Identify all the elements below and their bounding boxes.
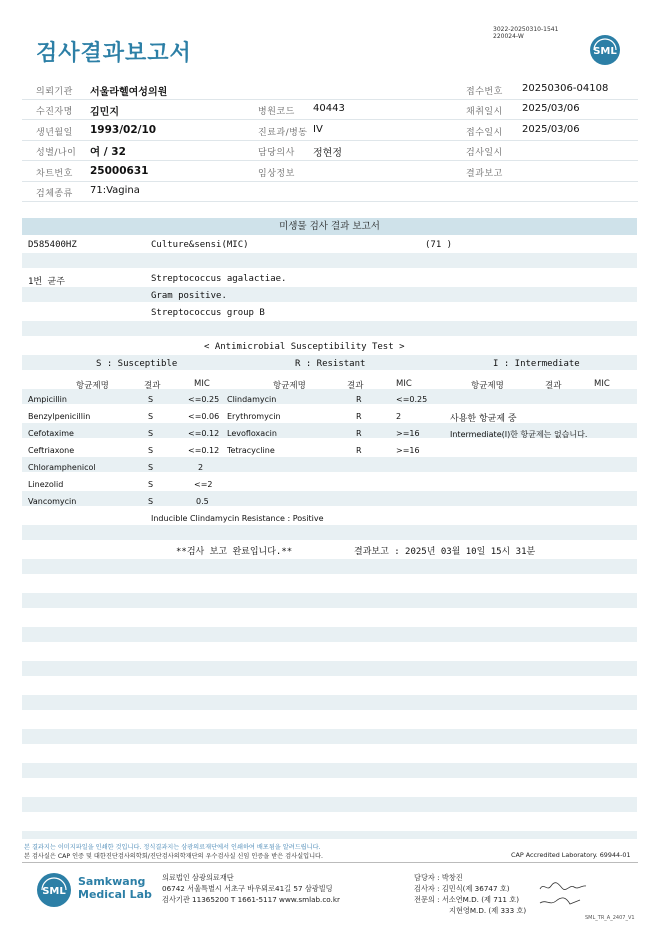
hospital-code-value: 40443 xyxy=(313,103,345,114)
drug-name: Linezolid xyxy=(28,480,64,489)
form-code: SML_TR_A_2407_V1 xyxy=(585,915,635,921)
top-code-line-2: 220024-W xyxy=(493,33,524,40)
header-row-3 xyxy=(22,121,638,141)
institution-label: 의뢰기관 xyxy=(36,87,73,97)
drug-result: S xyxy=(148,446,154,455)
doctor-label: 담당의사 xyxy=(258,148,295,158)
stripe xyxy=(22,627,637,642)
drug-result: S xyxy=(148,395,154,404)
receipt-no-value: 20250306-04108 xyxy=(522,83,609,94)
drug-result: R xyxy=(356,446,362,455)
drug-result: R xyxy=(356,412,362,421)
stripe xyxy=(22,253,637,268)
sex-age-label: 성별/나이 xyxy=(36,148,77,158)
stripe xyxy=(22,695,637,710)
organism-line-1: Streptococcus agalactiae. xyxy=(151,274,287,284)
legend-susceptible: S : Susceptible xyxy=(96,359,178,369)
header-row-6 xyxy=(22,182,638,202)
header-row-2 xyxy=(22,100,638,120)
patient-value: 김민지 xyxy=(90,107,119,118)
collect-date-value: 2025/03/06 xyxy=(522,103,580,114)
collect-date-label: 채취일시 xyxy=(466,107,503,117)
top-code-line-1: 3022-20250310-1541 xyxy=(493,26,559,33)
cap-accreditation: CAP Accredited Laboratory. 69944-01 xyxy=(511,851,631,859)
stripe xyxy=(22,729,637,744)
header-row-1 xyxy=(22,80,638,100)
samkwang-logo-text: SML xyxy=(42,886,66,897)
drug-name: Tetracycline xyxy=(227,446,275,455)
drug-mic: 2 xyxy=(198,463,204,472)
drug-mic: >=16 xyxy=(396,429,420,438)
specialist-2: 지현영M.D. (제 333 호) xyxy=(449,906,527,915)
tester-signature-icon xyxy=(538,880,588,894)
clinical-label: 임상정보 xyxy=(258,169,295,179)
stripe xyxy=(22,389,637,404)
stripe xyxy=(22,525,637,540)
samkwang-logo-icon xyxy=(36,872,72,908)
drug-mic: 0.5 xyxy=(196,497,209,506)
stripe xyxy=(22,831,637,839)
sml-logo-text: SML xyxy=(593,46,617,57)
col1-mic-header: MIC xyxy=(194,379,210,389)
col3-mic-header: MIC xyxy=(594,379,610,389)
col2-drug-header: 항균제명 xyxy=(273,381,306,391)
receipt-no-label: 접수번호 xyxy=(466,87,503,97)
stripe xyxy=(22,661,637,676)
patient-label: 수진자명 xyxy=(36,107,73,117)
organism-label: 1번 균주 xyxy=(28,277,65,287)
lab-address: 06742 서울특별시 서초구 바우뫼로41길 57 삼광빌딩 xyxy=(162,884,333,893)
report-time: 결과보고 : 2025년 03월 10일 15시 31분 xyxy=(354,547,536,557)
test-extra: (71 ) xyxy=(425,240,453,250)
receipt-date-value: 2025/03/06 xyxy=(522,124,580,135)
legend-resistant: R : Resistant xyxy=(295,359,366,369)
drug-name: Chloramphenicol xyxy=(28,463,96,472)
signature-block xyxy=(414,872,526,916)
stripe xyxy=(22,491,637,506)
drug-result: S xyxy=(148,429,154,438)
drug-result: S xyxy=(148,463,154,472)
stripe xyxy=(22,287,637,302)
col1-drug-header: 항균제명 xyxy=(76,381,109,391)
tester: 검사자 : 김민식(제 36747 호) xyxy=(414,884,510,893)
dept-label: 진료과/병동 xyxy=(258,128,308,138)
drug-name: Clindamycin xyxy=(227,395,277,404)
lab-org: 의료법인 삼광의료재단 xyxy=(162,873,234,882)
drug-mic: <=0.25 xyxy=(396,395,428,404)
stripe xyxy=(22,797,637,812)
header-row-5 xyxy=(22,162,638,182)
header-row-4 xyxy=(22,141,638,161)
drug-mic: 2 xyxy=(396,412,402,421)
test-code: D585400HZ xyxy=(28,240,77,250)
drug-name: Cefotaxime xyxy=(28,429,74,438)
drug-name: Benzylpenicillin xyxy=(28,412,91,421)
drug-name: Vancomycin xyxy=(28,497,77,506)
brand-line-2: Medical Lab xyxy=(78,888,152,901)
drug-mic: >=16 xyxy=(396,446,420,455)
birth-label: 생년월일 xyxy=(36,128,73,138)
col1-result-header: 결과 xyxy=(144,381,161,391)
stripe xyxy=(22,321,637,336)
specimen-value: 71:Vagina xyxy=(90,185,140,196)
hospital-code-label: 병원코드 xyxy=(258,107,295,117)
drug-result: S xyxy=(148,412,154,421)
specimen-label: 검체종류 xyxy=(36,189,73,199)
drug-result: R xyxy=(356,429,362,438)
drug-name: Erythromycin xyxy=(227,412,281,421)
col2-mic-header: MIC xyxy=(396,379,412,389)
manager: 담당자 : 박창진 xyxy=(414,873,463,882)
section-title: 미생물 검사 결과 보고서 xyxy=(22,218,637,235)
footnote-image-notice: 본 결과지는 이미지파일을 인쇄한 것입니다. 정식결과지는 삼광의료재단에서 인쇄하여 배포됨을 알려드립니다. xyxy=(24,844,321,851)
birth-value: 1993/02/10 xyxy=(90,124,157,136)
stripe xyxy=(22,763,637,778)
drug-name: Ampicillin xyxy=(28,395,67,404)
drug-mic: <=0.06 xyxy=(188,412,220,421)
organism-line-2: Gram positive. xyxy=(151,291,227,301)
dept-value: IV xyxy=(313,124,323,135)
doctor-value: 정현정 xyxy=(313,148,342,159)
col3-drug-header: 항균제명 xyxy=(471,381,504,391)
stripe xyxy=(22,559,637,574)
chart-label: 차트번호 xyxy=(36,169,73,179)
col3-result-header: 결과 xyxy=(545,381,562,391)
intermediate-note-2: Intermediate(I)한 항균제는 없습니다. xyxy=(450,430,588,439)
specialist-1: 전문의 : 서소연M.D. (제 711 호) xyxy=(414,895,520,904)
drug-mic: <=0.12 xyxy=(188,446,220,455)
institution-value: 서울라헬여성의원 xyxy=(90,87,168,98)
stripe xyxy=(22,593,637,608)
chart-value: 25000631 xyxy=(90,165,149,177)
test-date-label: 검사일시 xyxy=(466,148,503,158)
drug-mic: <=0.25 xyxy=(188,395,220,404)
receipt-date-label: 접수일시 xyxy=(466,128,503,138)
footnote-cap-notice: 본 검사실은 CAP 인증 및 대한진단검사의학회/진단검사의학재단의 우수검사실 신임 인증을 받은 검사실입니다. xyxy=(24,853,323,860)
drug-mic: <=2 xyxy=(194,480,213,489)
footer-divider xyxy=(22,862,638,863)
drug-name: Ceftriaxone xyxy=(28,446,75,455)
legend-intermediate: I : Intermediate xyxy=(493,359,580,369)
col2-result-header: 결과 xyxy=(347,381,364,391)
drug-result: S xyxy=(148,497,154,506)
inducible-clindamycin: Inducible Clindamycin Resistance : Positive xyxy=(151,514,324,523)
brand-name xyxy=(78,875,152,901)
report-label: 결과보고 xyxy=(466,169,503,179)
top-document-code xyxy=(493,26,558,40)
drug-mic: <=0.12 xyxy=(188,429,220,438)
sml-logo-icon xyxy=(589,34,621,66)
test-name: Culture&sensi(MIC) xyxy=(151,240,249,250)
ast-title: < Antimicrobial Susceptibility Test > xyxy=(204,342,405,352)
brand-line-1: Samkwang xyxy=(78,875,146,888)
organism-line-3: Streptococcus group B xyxy=(151,308,265,318)
document-title: 검사결과보고서 xyxy=(36,41,192,66)
drug-result: R xyxy=(356,395,362,404)
drug-result: S xyxy=(148,480,154,489)
lab-info xyxy=(162,872,340,905)
specialist-signature-icon xyxy=(538,895,583,909)
report-complete: **검사 보고 완료입니다.** xyxy=(176,547,293,557)
drug-name: Levofloxacin xyxy=(227,429,277,438)
sex-age-value: 여 / 32 xyxy=(90,146,126,158)
stripe xyxy=(22,457,637,472)
intermediate-note-1: 사용한 항균제 중 xyxy=(450,414,517,424)
lab-contact: 검사기관 11365200 T 1661-5117 www.smlab.co.kr xyxy=(162,895,340,904)
